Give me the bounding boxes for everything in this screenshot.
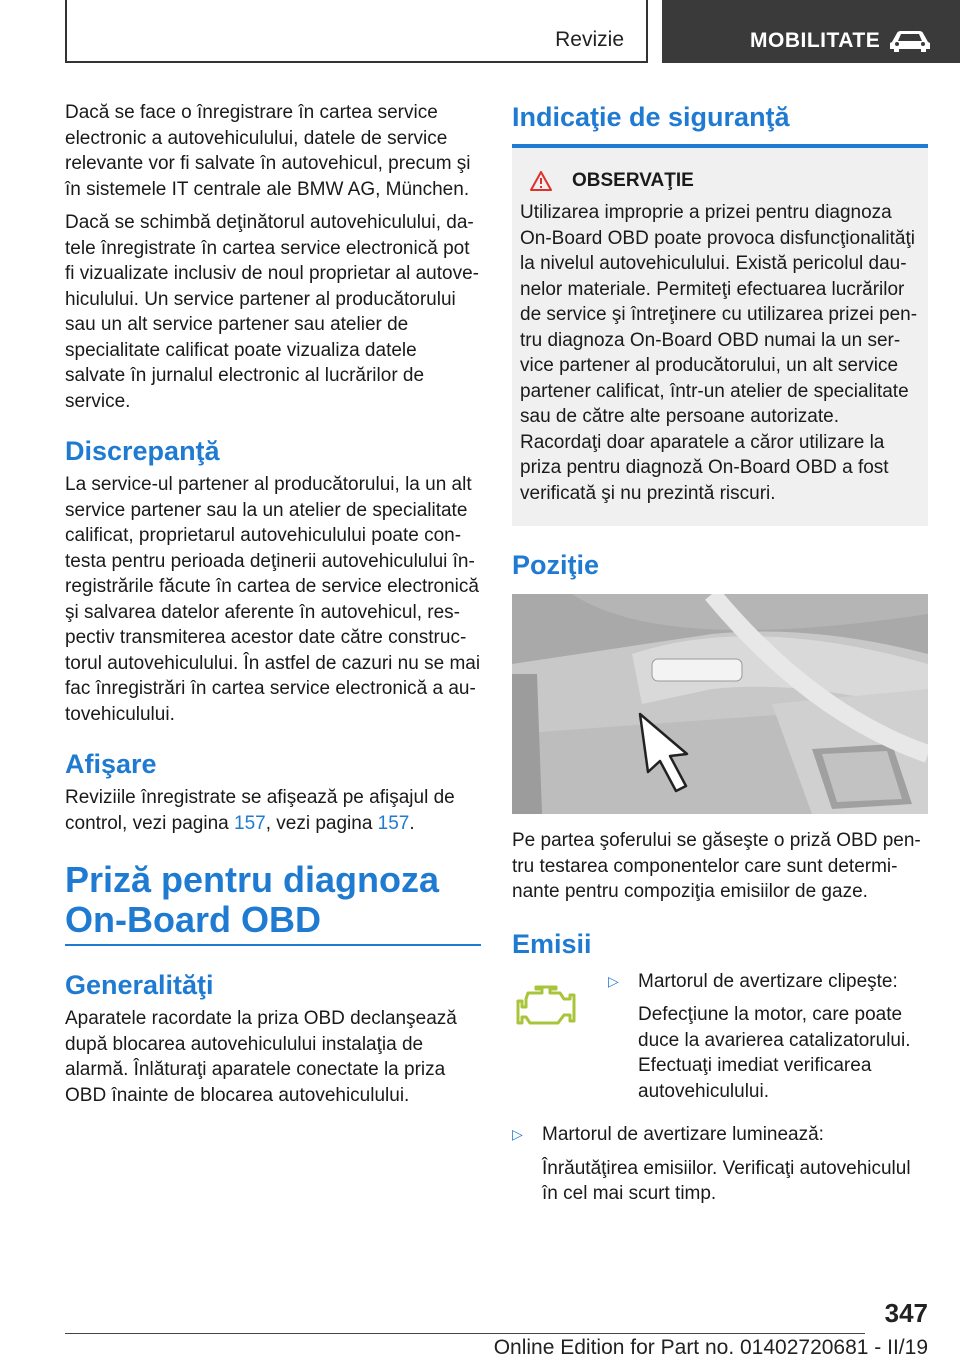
header-category-bar <box>662 0 960 63</box>
bullet-steady <box>512 1122 928 1148</box>
afisare-text-before: Reviziile înregistrate se afişează pe afişajul de control, vezi pagina <box>65 787 455 834</box>
bullet-steady-detail: Înrăutăţirea emisiilor. Verificaţi autovehiculul în cel mai scurt timp. <box>542 1157 911 1204</box>
warning-triangle-icon <box>530 171 552 191</box>
paragraph-discrepanta: La service-ul partener al producătorului, la un alt service partener sau la un atelier de specialitate calificat, proprietarul autovehiculului poate contesta pentru perioada deţinerii autovehiculului înregistrările făcute în cartea de service electronică şi salvarea datelor aferente în autovehicul, respectiv transmiterea acestor date către constructorul autovehiculului. În astfel de cazuri nu se mai fac înregistrări în cartea service electronică a autovehiculului. <box>65 474 481 725</box>
heading-afisare: Afişare <box>65 749 157 779</box>
page-link-157-second[interactable]: 157 <box>377 812 410 834</box>
paragraph-service-record: Dacă se face o înregistrare în cartea service electronic a autovehiculului, datele de service relevante vor fi salvate în autovehicul, precum şi în sistemele IT centrale ale BMW AG, München. <box>65 102 471 200</box>
paragraph-pozitie: Pe partea şoferului se găseşte o priză OBD pentru testarea componentelor care sunt determinante pentru compoziţia emisiilor de gaze. <box>512 830 921 902</box>
heading-indicatie-wrapper <box>512 100 928 148</box>
bullet-blink-detail: Defecţiune la motor, care poate duce la avarierea catalizatorului. Efectuaţi imediat verificarea autovehiculului. <box>638 1004 911 1102</box>
emission-blink-row <box>512 969 928 1105</box>
heading-generalitati: Generalităţi <box>65 970 214 1000</box>
afisare-text-after: . <box>409 812 415 834</box>
heading-emisii: Emisii <box>512 928 592 959</box>
obd-location-photo <box>512 594 928 814</box>
afisare-text-mid: , vezi pagina <box>265 812 378 834</box>
paragraph-afisare <box>65 785 481 836</box>
left-column <box>65 100 481 1108</box>
engine-warning-icon <box>516 985 578 1029</box>
car-icon <box>888 28 932 54</box>
header-category-title: MOBILITATE <box>750 29 881 52</box>
emission-blink-content <box>608 969 928 1105</box>
bullet-triangle-icon: ▷ <box>608 972 619 989</box>
paragraph-generalitati: Aparatele racordate la priza OBD declanşează după blocarea autovehiculului instalaţia de alarmă. Înlăturaţi aparatele conectate la priza OBD înainte de blocarea autovehiculului. <box>65 1008 457 1106</box>
bullet-triangle-icon: ▷ <box>512 1126 523 1142</box>
heading-indicatie-siguranta: Indicaţie de siguranţă <box>512 102 790 132</box>
header-section-box <box>65 0 648 63</box>
header-section-title: Revizie <box>555 28 624 51</box>
footer-divider <box>65 1333 865 1334</box>
heading-priza-obd: Priză pentru diagnoza On-Board OBD <box>65 859 440 940</box>
bullet-steady-text: Martorul de avertizare luminează: <box>542 1124 824 1145</box>
right-column <box>512 100 928 1207</box>
heading-discrepanta: Discrepanţă <box>65 436 220 466</box>
warning-box <box>512 148 928 526</box>
bullet-blink <box>608 969 928 995</box>
paragraph-owner-change: Dacă se schimbă deţinătorul autovehiculului, datele înregistrate în cartea service electronică pot fi vizualizate inclusiv de noul proprietar al autovehiculului. Un service partener al producătorului sau un alt service partener sau atelier de specialitate calificat poate vizualiza datele salvate în jurnalul electronic al lucrărilor de service. <box>65 212 479 412</box>
warning-title: OBSERVAŢIE <box>572 170 694 191</box>
heading-priza-wrapper <box>65 860 481 946</box>
warning-title-row <box>530 170 920 192</box>
footer-edition: Online Edition for Part no. 01402720681 - II/19 <box>493 1336 928 1359</box>
bullet-blink-text: Martorul de avertizare clipeşte: <box>638 970 898 992</box>
heading-pozitie: Poziţie <box>512 550 600 580</box>
warning-text: Utilizarea improprie a prizei pentru diagnoza On-Board OBD poate provoca disfuncţionalităţi la nivelul autovehiculului. Există pericolul daunelor materiale. Permiteţi efectuarea lucrărilor de service şi întreţinere cu utilizarea prizei pentru diagnoza On-Board OBD numai la un service partener al producătorului, un alt service partener calificat, într-un atelier de specialitate sau de către alte persoane autorizate. Racordaţi doar aparatele a căror utilizare la priza pentru diagnoză On-Board OBD a fost verificată şi nu prezintă riscuri. <box>520 202 918 504</box>
page-number: 347 <box>884 1298 928 1328</box>
page-link-157-first[interactable]: 157 <box>234 812 266 834</box>
